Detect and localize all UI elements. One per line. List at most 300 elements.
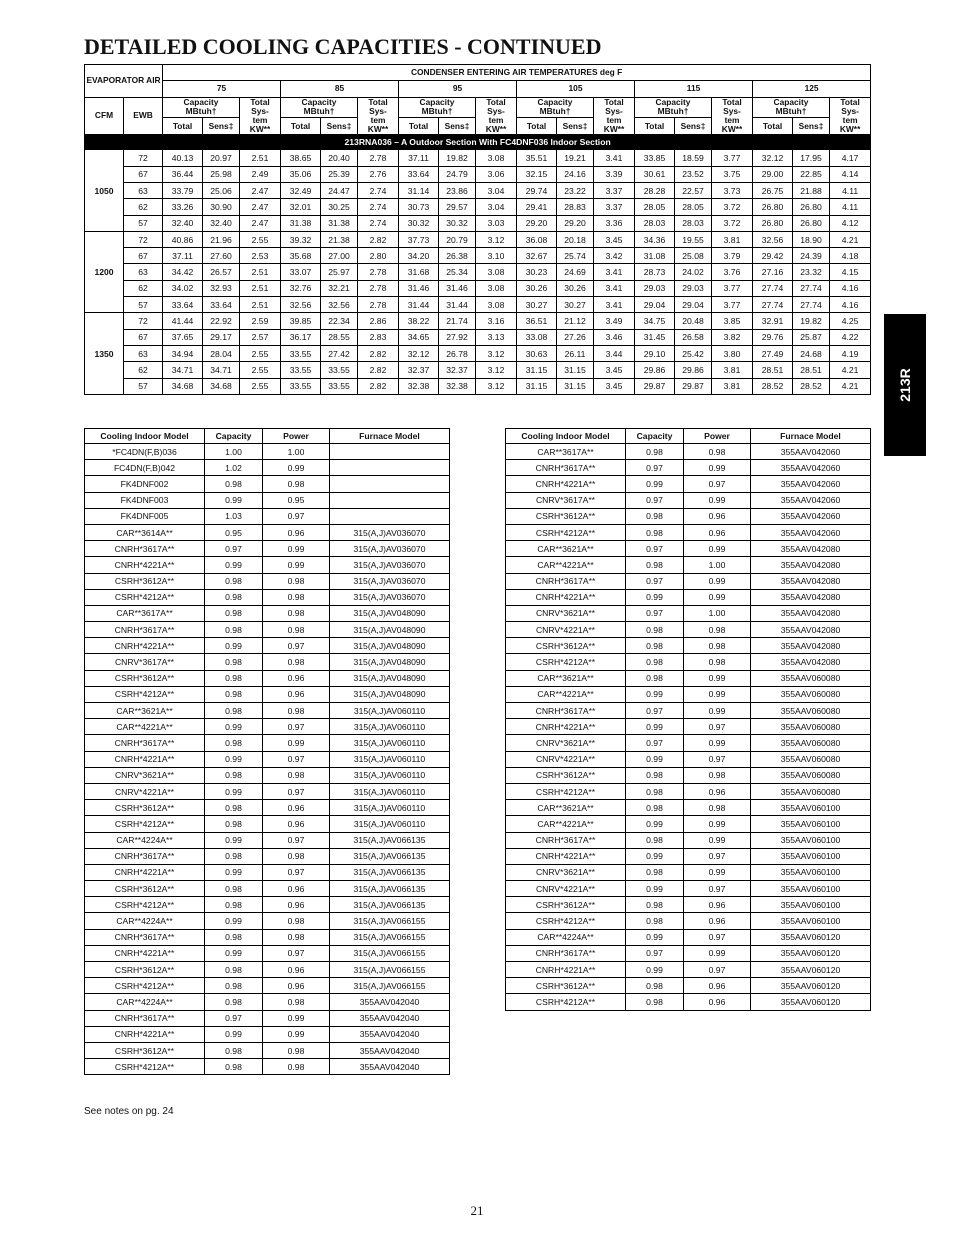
value-cell: 2.78	[358, 280, 399, 296]
value-cell: 21.88	[793, 183, 830, 199]
capacity-cell: 0.98	[626, 994, 684, 1010]
capacity-cell: 0.98	[626, 638, 684, 654]
ewb-cell: 62	[124, 362, 163, 378]
furnace-model-cell: 315(A,J)AV036070	[330, 524, 450, 540]
capacity-cell: 0.99	[205, 492, 263, 508]
value-cell: 4.11	[830, 199, 871, 215]
capacity-cell: 0.98	[626, 832, 684, 848]
value-cell: 22.57	[675, 183, 712, 199]
power-cell: 0.98	[263, 654, 330, 670]
page-number: 21	[470, 1203, 484, 1218]
capacity-cell: 0.99	[205, 751, 263, 767]
power-cell: 0.97	[684, 929, 751, 945]
value-cell: 33.55	[281, 362, 321, 378]
value-cell: 2.78	[358, 297, 399, 313]
indoor-model-cell: CNRH*4221A**	[85, 1026, 205, 1042]
value-cell: 2.51	[240, 150, 281, 166]
indoor-model-cell: CSRH*4212A**	[85, 589, 205, 605]
table-row	[506, 848, 871, 864]
value-cell: 26.80	[793, 215, 830, 231]
sens-header: Sens‡	[793, 118, 830, 135]
capacity-cell: 0.98	[205, 476, 263, 492]
value-cell: 32.38	[439, 378, 476, 394]
value-cell: 28.55	[321, 329, 358, 345]
power-cell: 0.96	[263, 686, 330, 702]
value-cell: 19.55	[675, 231, 712, 247]
value-cell: 29.00	[753, 166, 793, 182]
table-row	[506, 719, 871, 735]
furnace-model-cell: 315(A,J)AV048090	[330, 686, 450, 702]
table-row	[85, 962, 450, 978]
power-cell: 0.97	[263, 751, 330, 767]
value-cell: 2.74	[358, 199, 399, 215]
capacity-cell: 0.97	[626, 605, 684, 621]
value-cell: 3.37	[594, 199, 635, 215]
table-row	[85, 848, 450, 864]
power-cell: 0.98	[263, 589, 330, 605]
power-cell: 0.99	[263, 735, 330, 751]
table-row	[85, 297, 871, 313]
capacity-cell: 0.98	[626, 897, 684, 913]
indoor-model-cell: CSRH*3612A**	[506, 638, 626, 654]
power-cell: 0.97	[263, 719, 330, 735]
table-row	[506, 524, 871, 540]
ewb-cell: 57	[124, 378, 163, 394]
ewb-cell: 62	[124, 199, 163, 215]
value-cell: 3.76	[712, 264, 753, 280]
value-cell: 20.40	[321, 150, 358, 166]
capacity-cell: 0.97	[205, 1010, 263, 1026]
system-kw-header: Total Sys- tem KW**	[830, 97, 871, 135]
power-cell: 0.96	[263, 524, 330, 540]
ewb-cell: 57	[124, 215, 163, 231]
power-cell: 0.97	[263, 508, 330, 524]
table-row	[85, 573, 450, 589]
ewb-cell: 63	[124, 345, 163, 361]
value-cell: 3.72	[712, 199, 753, 215]
total-header: Total	[163, 118, 203, 135]
table-row	[85, 557, 450, 573]
value-cell: 23.22	[557, 183, 594, 199]
indoor-model-cell: CNRH*4221A**	[85, 751, 205, 767]
table-row	[85, 215, 871, 231]
value-cell: 32.56	[753, 231, 793, 247]
table-row	[85, 881, 450, 897]
furnace-model-cell: 315(A,J)AV060110	[330, 703, 450, 719]
table-row	[85, 345, 871, 361]
value-cell: 28.03	[635, 215, 675, 231]
furnace-model-cell: 315(A,J)AV066155	[330, 978, 450, 994]
value-cell: 24.79	[439, 166, 476, 182]
value-cell: 4.21	[830, 362, 871, 378]
power-cell: 0.99	[684, 573, 751, 589]
furnace-model-cell: 315(A,J)AV048090	[330, 622, 450, 638]
value-cell: 29.03	[635, 280, 675, 296]
capacity-cell: 0.95	[205, 524, 263, 540]
value-cell: 2.82	[358, 362, 399, 378]
value-cell: 2.74	[358, 183, 399, 199]
value-cell: 20.48	[675, 313, 712, 329]
value-cell: 29.86	[635, 362, 675, 378]
value-cell: 32.38	[399, 378, 439, 394]
power-cell: 0.96	[263, 978, 330, 994]
value-cell: 26.57	[203, 264, 240, 280]
value-cell: 35.68	[281, 248, 321, 264]
value-cell: 4.18	[830, 248, 871, 264]
value-cell: 29.20	[557, 215, 594, 231]
value-cell: 32.67	[517, 248, 557, 264]
power-cell: 0.99	[684, 816, 751, 832]
ewb-cell: 72	[124, 150, 163, 166]
capacity-cell: 0.98	[205, 735, 263, 751]
capacity-cell: 0.98	[626, 444, 684, 460]
capacity-cell: 0.99	[205, 864, 263, 880]
combo-header: Furnace Model	[751, 429, 871, 444]
sens-header: Sens‡	[675, 118, 712, 135]
capacity-cell: 0.99	[626, 848, 684, 864]
indoor-model-cell: CNRH*3617A**	[85, 848, 205, 864]
indoor-model-cell: CNRH*3617A**	[506, 573, 626, 589]
ewb-cell: 67	[124, 166, 163, 182]
value-cell: 3.06	[476, 166, 517, 182]
value-cell: 34.71	[163, 362, 203, 378]
value-cell: 27.60	[203, 248, 240, 264]
value-cell: 34.75	[635, 313, 675, 329]
value-cell: 31.46	[399, 280, 439, 296]
value-cell: 37.65	[163, 329, 203, 345]
value-cell: 33.85	[635, 150, 675, 166]
indoor-model-cell: CSRH*4212A**	[85, 1059, 205, 1075]
capacity-cell: 0.98	[626, 524, 684, 540]
power-cell: 0.98	[684, 444, 751, 460]
indoor-model-cell: CAR**3617A**	[85, 605, 205, 621]
table-row	[85, 362, 871, 378]
indoor-model-cell: FK4DNF005	[85, 508, 205, 524]
value-cell: 2.51	[240, 280, 281, 296]
power-cell: 0.99	[263, 460, 330, 476]
page-title: DETAILED COOLING CAPACITIES - CONTINUED	[84, 34, 602, 59]
table-row	[85, 280, 871, 296]
furnace-model-cell: 315(A,J)AV066155	[330, 945, 450, 961]
value-cell: 4.21	[830, 231, 871, 247]
capacity-cell: 0.99	[626, 719, 684, 735]
value-cell: 3.12	[476, 231, 517, 247]
value-cell: 26.38	[439, 248, 476, 264]
furnace-model-cell: 315(A,J)AV060110	[330, 816, 450, 832]
furnace-model-cell: 355AAV060120	[751, 929, 871, 945]
furnace-model-cell: 355AAV060120	[751, 978, 871, 994]
capacity-header: Capacity MBtuh†	[163, 97, 240, 118]
power-cell: 0.98	[263, 929, 330, 945]
table-row	[506, 800, 871, 816]
value-cell: 28.05	[675, 199, 712, 215]
condenser-temp-header: CONDENSER ENTERING AIR TEMPERATURES deg F	[163, 65, 871, 81]
value-cell: 32.76	[281, 280, 321, 296]
value-cell: 34.02	[163, 280, 203, 296]
indoor-model-cell: CNRV*4221A**	[506, 881, 626, 897]
value-cell: 39.85	[281, 313, 321, 329]
value-cell: 28.03	[675, 215, 712, 231]
indoor-model-cell: CSRH*4212A**	[506, 654, 626, 670]
cfm-cell: 1200	[85, 231, 124, 312]
power-cell: 0.96	[263, 816, 330, 832]
value-cell: 29.86	[675, 362, 712, 378]
furnace-model-cell: 355AAV060120	[751, 945, 871, 961]
capacity-cell: 1.00	[205, 444, 263, 460]
value-cell: 36.17	[281, 329, 321, 345]
table-row	[506, 638, 871, 654]
indoor-model-cell: CSRH*3612A**	[85, 670, 205, 686]
value-cell: 28.04	[203, 345, 240, 361]
value-cell: 25.97	[321, 264, 358, 280]
value-cell: 32.15	[517, 166, 557, 182]
capacity-cell: 0.97	[626, 492, 684, 508]
value-cell: 28.28	[635, 183, 675, 199]
power-cell: 0.97	[684, 881, 751, 897]
value-cell: 3.13	[476, 329, 517, 345]
value-cell: 3.85	[712, 313, 753, 329]
capacity-cell: 0.99	[626, 929, 684, 945]
cfm-cell: 1350	[85, 313, 124, 394]
value-cell: 4.14	[830, 166, 871, 182]
table-row	[85, 929, 450, 945]
system-kw-header: Total Sys- tem KW**	[358, 97, 399, 135]
value-cell: 3.42	[594, 248, 635, 264]
indoor-model-cell: CNRH*3617A**	[506, 832, 626, 848]
capacity-cell: 0.98	[626, 978, 684, 994]
indoor-model-cell: CAR**4221A**	[85, 719, 205, 735]
capacity-cell: 0.97	[205, 541, 263, 557]
power-cell: 0.98	[263, 605, 330, 621]
capacity-cell: 0.98	[205, 897, 263, 913]
furnace-model-cell: 355AAV042080	[751, 638, 871, 654]
value-cell: 3.08	[476, 280, 517, 296]
capacity-cell: 0.98	[205, 1059, 263, 1075]
table-row	[85, 605, 450, 621]
capacity-cell: 0.99	[626, 962, 684, 978]
capacity-cell: 0.99	[626, 751, 684, 767]
value-cell: 4.22	[830, 329, 871, 345]
value-cell: 30.26	[517, 280, 557, 296]
power-cell: 0.98	[263, 1042, 330, 1058]
table-row	[85, 183, 871, 199]
value-cell: 29.04	[675, 297, 712, 313]
value-cell: 2.83	[358, 329, 399, 345]
indoor-model-cell: CSRH*3612A**	[85, 800, 205, 816]
value-cell: 2.49	[240, 166, 281, 182]
table-row	[506, 654, 871, 670]
furnace-model-cell: 355AAV060080	[751, 751, 871, 767]
furnace-model-cell: 355AAV042040	[330, 1042, 450, 1058]
capacity-cell: 0.98	[205, 929, 263, 945]
furnace-model-cell: 355AAV042060	[751, 524, 871, 540]
capacity-cell: 0.98	[626, 783, 684, 799]
table-row	[85, 816, 450, 832]
table-row	[506, 978, 871, 994]
table-row	[506, 703, 871, 719]
value-cell: 2.86	[358, 313, 399, 329]
furnace-model-cell: 355AAV060080	[751, 767, 871, 783]
value-cell: 4.16	[830, 297, 871, 313]
furnace-model-cell: 355AAV042080	[751, 589, 871, 605]
indoor-model-cell: CNRH*3617A**	[85, 541, 205, 557]
power-cell: 0.99	[684, 864, 751, 880]
table-row	[85, 751, 450, 767]
table-row	[506, 508, 871, 524]
furnace-model-cell: 315(A,J)AV048090	[330, 605, 450, 621]
value-cell: 3.03	[476, 215, 517, 231]
value-cell: 18.90	[793, 231, 830, 247]
furnace-model-cell	[330, 492, 450, 508]
capacity-cell: 0.99	[205, 945, 263, 961]
value-cell: 3.36	[594, 215, 635, 231]
footnote: See notes on pg. 24	[84, 1106, 174, 1117]
power-cell: 0.98	[263, 622, 330, 638]
furnace-model-cell: 315(A,J)AV066155	[330, 929, 450, 945]
value-cell: 3.81	[712, 362, 753, 378]
value-cell: 3.41	[594, 297, 635, 313]
power-cell: 1.00	[263, 444, 330, 460]
power-cell: 0.96	[263, 670, 330, 686]
value-cell: 4.17	[830, 150, 871, 166]
table-row	[506, 670, 871, 686]
combo-header-row	[85, 429, 450, 444]
value-cell: 27.92	[439, 329, 476, 345]
table-row	[506, 962, 871, 978]
indoor-model-cell: CAR**4224A**	[85, 832, 205, 848]
indoor-model-cell: CAR**4224A**	[85, 913, 205, 929]
table-row	[85, 913, 450, 929]
value-cell: 29.04	[635, 297, 675, 313]
capacity-cell: 0.98	[205, 654, 263, 670]
table-row	[85, 1042, 450, 1058]
value-cell: 33.08	[517, 329, 557, 345]
indoor-model-cell: CSRH*3612A**	[506, 767, 626, 783]
value-cell: 3.08	[476, 150, 517, 166]
furnace-model-cell: 315(A,J)AV060110	[330, 783, 450, 799]
value-cell: 24.47	[321, 183, 358, 199]
value-cell: 29.17	[203, 329, 240, 345]
capacity-cell: 0.98	[205, 994, 263, 1010]
power-cell: 0.99	[263, 557, 330, 573]
power-cell: 0.98	[684, 654, 751, 670]
temp-header: 85	[281, 81, 399, 97]
table-row	[506, 557, 871, 573]
value-cell: 33.26	[163, 199, 203, 215]
furnace-model-cell: 355AAV042040	[330, 1010, 450, 1026]
furnace-model-cell: 355AAV042060	[751, 444, 871, 460]
table-row	[85, 199, 871, 215]
value-cell: 3.10	[476, 248, 517, 264]
table-row	[85, 508, 450, 524]
value-cell: 23.52	[675, 166, 712, 182]
value-cell: 23.86	[439, 183, 476, 199]
indoor-model-cell: CNRV*3621A**	[506, 864, 626, 880]
value-cell: 30.27	[517, 297, 557, 313]
indoor-model-cell: CSRH*4212A**	[85, 816, 205, 832]
value-cell: 3.82	[712, 329, 753, 345]
temp-header: 115	[635, 81, 753, 97]
value-cell: 32.91	[753, 313, 793, 329]
value-cell: 29.42	[753, 248, 793, 264]
power-cell: 0.99	[263, 1010, 330, 1026]
capacity-cell: 0.97	[626, 573, 684, 589]
indoor-model-cell: CNRV*3621A**	[85, 767, 205, 783]
furnace-model-cell: 355AAV042080	[751, 541, 871, 557]
combination-table-right	[505, 428, 871, 1011]
table-row	[506, 881, 871, 897]
power-cell: 0.99	[684, 589, 751, 605]
sens-header: Sens‡	[557, 118, 594, 135]
furnace-model-cell: 315(A,J)AV060110	[330, 719, 450, 735]
value-cell: 4.16	[830, 280, 871, 296]
table-row	[506, 929, 871, 945]
table-row	[506, 605, 871, 621]
power-cell: 0.96	[684, 994, 751, 1010]
value-cell: 26.80	[753, 215, 793, 231]
furnace-model-cell: 315(A,J)AV066135	[330, 864, 450, 880]
table-row	[85, 492, 450, 508]
furnace-model-cell: 355AAV060100	[751, 848, 871, 864]
value-cell: 34.94	[163, 345, 203, 361]
value-cell: 20.79	[439, 231, 476, 247]
furnace-model-cell: 355AAV060080	[751, 670, 871, 686]
value-cell: 31.14	[399, 183, 439, 199]
power-cell: 1.00	[684, 557, 751, 573]
capacity-cell: 0.98	[626, 557, 684, 573]
value-cell: 30.26	[557, 280, 594, 296]
value-cell: 3.77	[712, 280, 753, 296]
value-cell: 3.81	[712, 231, 753, 247]
value-cell: 3.72	[712, 215, 753, 231]
value-cell: 2.74	[358, 215, 399, 231]
table-row	[85, 994, 450, 1010]
value-cell: 37.11	[399, 150, 439, 166]
indoor-model-cell: CSRH*3612A**	[85, 573, 205, 589]
value-cell: 27.00	[321, 248, 358, 264]
furnace-model-cell: 355AAV042040	[330, 994, 450, 1010]
value-cell: 28.83	[557, 199, 594, 215]
combo-header: Cooling Indoor Model	[85, 429, 205, 444]
capacity-cell: 0.98	[205, 1042, 263, 1058]
value-cell: 24.68	[793, 345, 830, 361]
value-cell: 31.44	[439, 297, 476, 313]
indoor-model-cell: CNRH*3617A**	[506, 945, 626, 961]
value-cell: 2.76	[358, 166, 399, 182]
table-row	[85, 686, 450, 702]
system-kw-header: Total Sys- tem KW**	[240, 97, 281, 135]
furnace-model-cell: 355AAV060100	[751, 800, 871, 816]
furnace-model-cell: 355AAV060100	[751, 913, 871, 929]
table-row	[506, 897, 871, 913]
value-cell: 31.45	[635, 329, 675, 345]
indoor-model-cell: CNRH*4221A**	[506, 719, 626, 735]
value-cell: 2.82	[358, 231, 399, 247]
value-cell: 3.08	[476, 297, 517, 313]
indoor-model-cell: FK4DNF003	[85, 492, 205, 508]
power-cell: 0.98	[263, 848, 330, 864]
indoor-model-cell: CNRH*3617A**	[85, 1010, 205, 1026]
power-cell: 0.99	[684, 686, 751, 702]
value-cell: 27.49	[753, 345, 793, 361]
table-row	[85, 783, 450, 799]
value-cell: 30.27	[557, 297, 594, 313]
power-cell: 0.96	[263, 881, 330, 897]
furnace-model-cell: 315(A,J)AV066135	[330, 897, 450, 913]
indoor-model-cell: CNRH*4221A**	[506, 476, 626, 492]
capacity-cell: 0.98	[205, 767, 263, 783]
value-cell: 26.58	[675, 329, 712, 345]
